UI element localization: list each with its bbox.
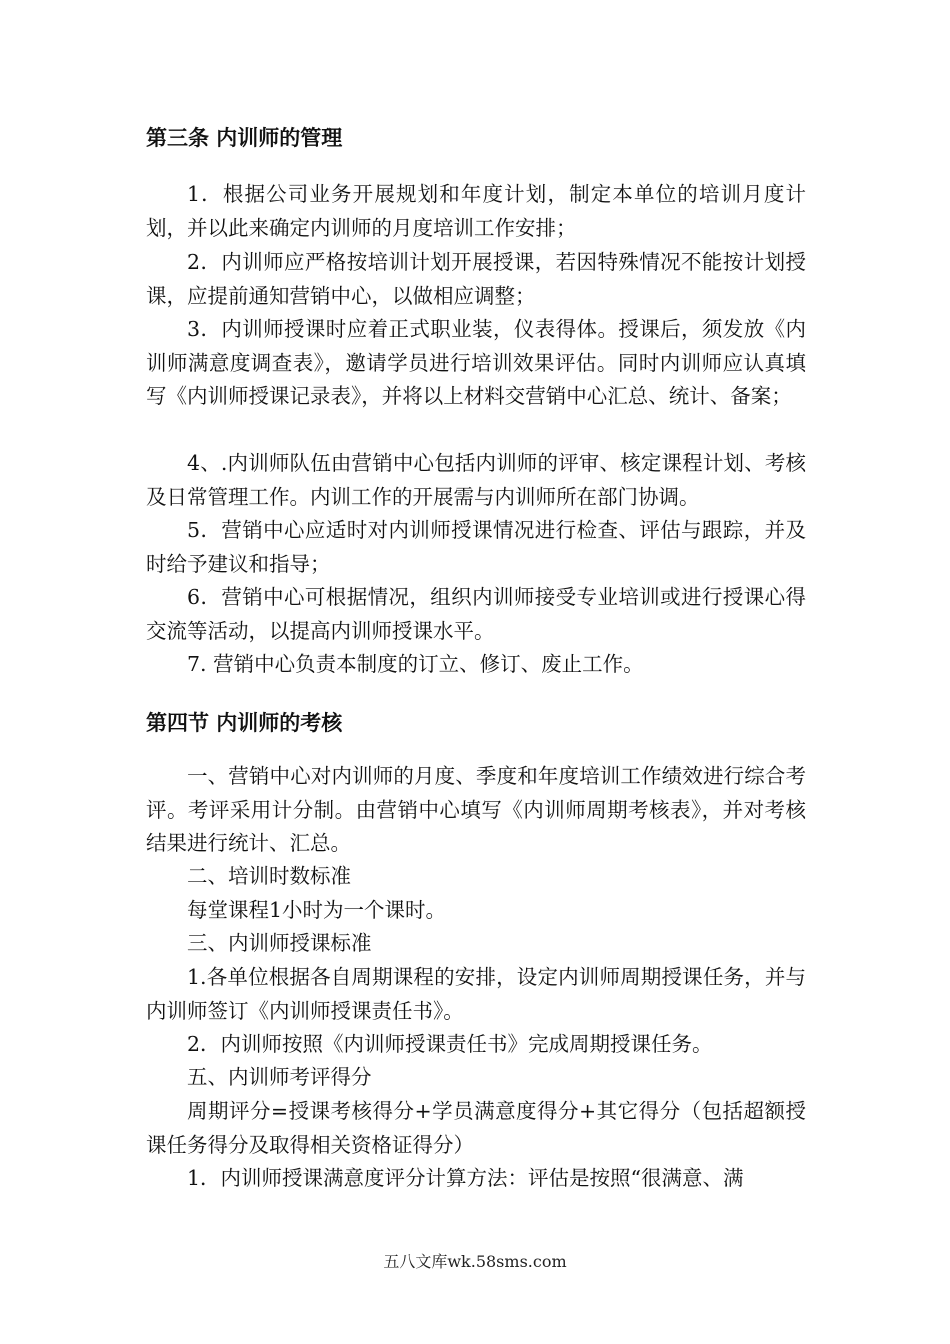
section4-heading: 第四节 内训师的考核 xyxy=(146,710,343,735)
section4-item-7: 五、内训师考评得分 xyxy=(187,1065,372,1089)
section3-item-6: 6．营销中心可根据情况，组织内训师接受专业培训或进行授课心得交流等活动，以提高内训师授课水平。 xyxy=(146,585,806,643)
section4-item-6: 2．内训师按照《内训师授课责任书》完成周期授课任务。 xyxy=(187,1032,713,1056)
section3-item-5: 5．营销中心应适时对内训师授课情况进行检查、评估与跟踪，并及时给予建议和指导； xyxy=(146,518,806,576)
section3-item-7: 7. 营销中心负责本制度的订立、修订、废止工作。 xyxy=(187,652,644,676)
section4-item-2: 二、培训时数标准 xyxy=(187,864,351,888)
section3-item-3: 3．内训师授课时应着正式职业装，仪表得体。授课后，须发放《内训师满意度调查表》，邀请学员进行培训效果评估。同时内训师应认真填写《内训师授课记录表》，并将以上材料交营销中心汇总、统计、备案； xyxy=(146,317,806,408)
section4-item-1: 一、营销中心对内训师的月度、季度和年度培训工作绩效进行综合考评。考评采用计分制。由营销中心填写《内训师周期考核表》，并对考核结果进行统计、汇总。 xyxy=(146,764,806,855)
section3-item-2: 2．内训师应严格按培训计划开展授课，若因特殊情况不能按计划授课，应提前通知营销中心，以做相应调整； xyxy=(146,250,806,308)
section4-item-9: 1．内训师授课满意度评分计算方法：评估是按照“很满意、满 xyxy=(187,1166,744,1190)
section3-item-1: 1．根据公司业务开展规划和年度计划，制定本单位的培训月度计划，并以此来确定内训师的月度培训工作安排； xyxy=(146,182,806,240)
section3-item-4: 4、.内训师队伍由营销中心包括内训师的评审、核定课程计划、考核及日常管理工作。内训工作的开展需与内训师所在部门协调。 xyxy=(146,451,806,509)
footer-watermark: 五八文库wk.58sms.com xyxy=(383,1252,567,1271)
section3-heading: 第三条 内训师的管理 xyxy=(146,125,343,150)
section4-item-8: 周期评分=授课考核得分+学员满意度得分+其它得分（包括超额授课任务得分及取得相关资格证得分） xyxy=(146,1099,806,1157)
section4-item-4: 三、内训师授课标准 xyxy=(187,931,372,955)
section4-item-3: 每堂课程1小时为一个课时。 xyxy=(187,898,447,922)
section4-item-5: 1.各单位根据各自周期课程的安排，设定内训师周期授课任务，并与内训师签订《内训师授课责任书》。 xyxy=(146,965,806,1023)
